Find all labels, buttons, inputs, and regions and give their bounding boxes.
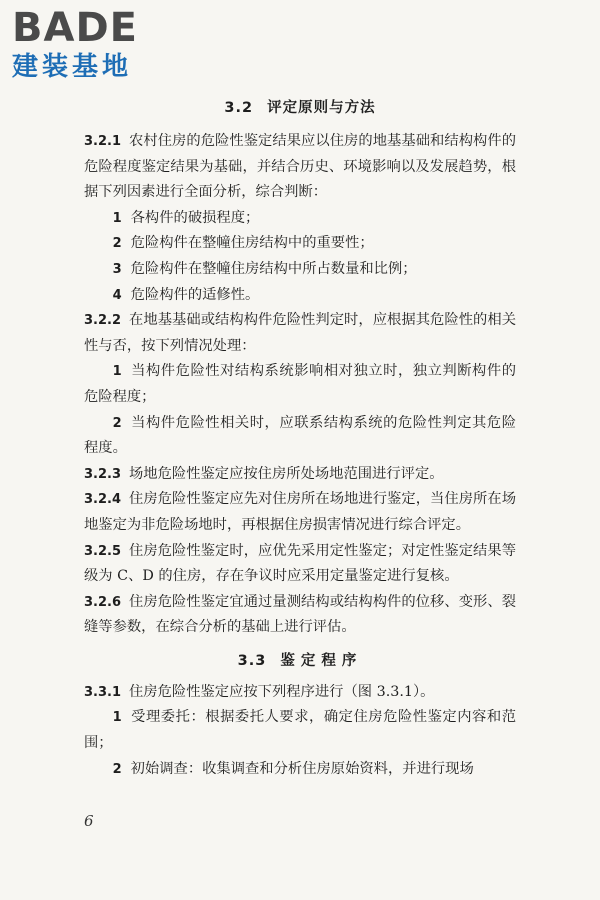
item-text: 危险构件在整幢住房结构中的重要性； — [130, 235, 374, 252]
item-number: 4 — [112, 287, 122, 303]
item-text: 初始调查：收集调查和分析住房原始资料，并进行现场 — [130, 760, 474, 777]
item-text: 危险构件的适修性。 — [130, 286, 260, 303]
section-title: 评定原则与方法 — [267, 100, 376, 116]
clause-text: 住房危险性鉴定宜通过量测结构或结构构件的位移、变形、裂缝等参数，在综合分析的基础上进行评估。 — [84, 593, 516, 636]
list-item — [84, 705, 516, 756]
clause-3-2-6 — [84, 590, 516, 641]
clause-3-2-4 — [84, 487, 516, 538]
clause-3-2-3 — [84, 462, 516, 488]
section-title: 鉴定程序 — [280, 652, 363, 669]
section-heading-3-2 — [84, 96, 516, 117]
clause-3-2-2 — [84, 308, 516, 359]
item-number: 1 — [112, 710, 122, 726]
clause-number: 3.2.1 — [84, 134, 122, 149]
logo-wordmark-text: BADE — [12, 5, 138, 51]
clause-number: 3.2.2 — [84, 313, 122, 329]
clause-number: 3.2.4 — [84, 492, 122, 508]
clause-text: 农村住房的危险性鉴定结果应以住房的地基基础和结构构件的危险程度鉴定结果为基础，并结合历史、环境影响以及发展趋势，根据下列因素进行全面分析，综合判断： — [84, 133, 516, 201]
page-number: 6 — [84, 812, 94, 830]
clause-text: 住房危险性鉴定应按下列程序进行（图 3.3.1）。 — [129, 683, 435, 700]
list-item — [84, 359, 516, 410]
item-number: 2 — [112, 761, 122, 777]
clause-number: 3.3.1 — [84, 684, 122, 700]
list-item — [84, 757, 516, 783]
item-text: 当构件危险性对结构系统影响相对独立时，独立判断构件的危险程度； — [84, 363, 516, 405]
document-body — [84, 96, 516, 782]
item-text: 危险构件在整幢住房结构中所占数量和比例； — [130, 260, 417, 277]
list-item — [84, 283, 516, 309]
clause-text: 在地基基础或结构构件危险性判定时，应根据其危险性的相关性与否，按下列情况处理： — [84, 312, 516, 354]
list-item — [84, 411, 516, 462]
clause-number: 3.2.6 — [84, 594, 122, 610]
brand-logo — [12, 6, 182, 82]
clause-text: 住房危险性鉴定时，应优先采用定性鉴定；对定性鉴定结果等级为 C、D 的住房，存在争议时应采用定量鉴定进行复核。 — [84, 542, 516, 585]
clause-3-2-5 — [84, 539, 516, 590]
clause-text: 住房危险性鉴定应先对住房所在场地进行鉴定，当住房所在场地鉴定为非危险场地时，再根据住房损害情况进行综合评定。 — [84, 491, 516, 533]
clause-3-2-1 — [84, 129, 516, 206]
item-number: 2 — [112, 236, 122, 252]
item-number: 1 — [112, 364, 122, 380]
item-text: 受理委托：根据委托人要求，确定住房危险性鉴定内容和范围； — [84, 709, 516, 752]
logo-chinese-name: 建装基地 — [12, 52, 133, 82]
section-number: 3.2 — [224, 100, 254, 116]
list-item — [84, 206, 516, 232]
section-heading-3-3 — [84, 649, 516, 670]
section-number: 3.3 — [237, 652, 267, 669]
item-text: 当构件危险性相关时，应联系结构系统的危险性判定其危险程度。 — [84, 414, 516, 457]
list-item — [84, 257, 516, 283]
clause-3-3-1 — [84, 680, 516, 706]
item-number: 2 — [112, 415, 122, 431]
clause-text: 场地危险性鉴定应按住房所处场地范围进行评定。 — [129, 465, 444, 482]
logo-wordmark — [12, 6, 182, 50]
item-number: 3 — [112, 261, 122, 277]
clause-number: 3.2.5 — [84, 543, 122, 559]
clause-number: 3.2.3 — [84, 466, 122, 482]
item-number: 1 — [112, 210, 122, 226]
list-item — [84, 231, 516, 257]
item-text: 各构件的破损程度； — [130, 209, 260, 226]
